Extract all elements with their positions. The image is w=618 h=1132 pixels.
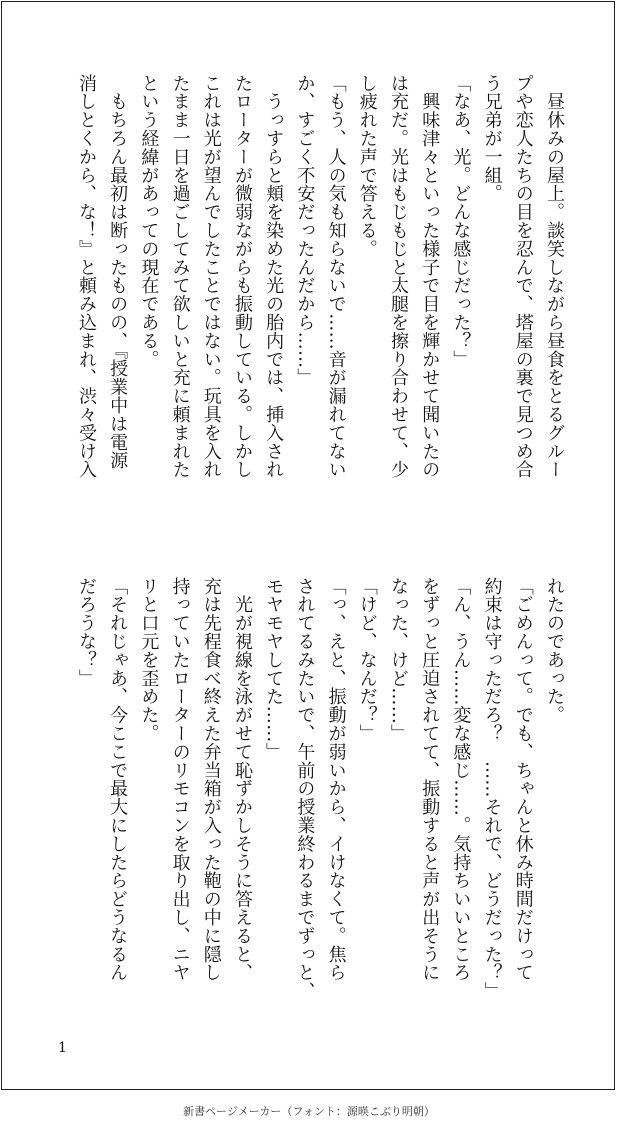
- text-line: 充は先程食べ終えた弁当箱が入った鞄の中に隠し: [200, 577, 222, 982]
- text-line: プや恋人たちの目を忍んで、塔屋の裏で見つめ合: [512, 74, 534, 479]
- footer-credit: 新書ページメーカー（フォント：源暎こぶり明朝）: [183, 1105, 435, 1118]
- page-number: 1: [58, 1040, 67, 1056]
- text-line: う兄弟が一組。: [481, 74, 503, 203]
- text-line: もちろん最初は断ったものの、『授業中は電源: [107, 74, 129, 470]
- text-line: されてるみたいで、午前の授業終わるまでずっと、: [294, 577, 316, 1001]
- text-column-top: [71, 74, 570, 534]
- text-line: 光が視線を泳がせて恥ずかしそうに答えると、: [231, 577, 253, 982]
- text-line: 「それじゃあ、今ここで最大にしたらどうなるん: [107, 577, 129, 982]
- text-line: という経緯があっての現在である。: [138, 74, 160, 369]
- text-line: は充だ。光はもじもじと太腿を擦り合わせて、少: [387, 74, 409, 479]
- text-line: たローターが微弱ながらも振動している。しかし: [231, 74, 253, 479]
- text-line: し疲れた声で答える。: [356, 74, 378, 258]
- text-line: なった、けど……」: [387, 577, 409, 743]
- text-line: 「もう、人の気も知らないで……音が漏れてない: [325, 74, 347, 479]
- text-line: 興味津々といった様子で目を輝かせて聞いたの: [419, 74, 441, 479]
- text-line: モヤモヤしてた……」: [263, 577, 285, 761]
- book-page: [1, 1, 615, 1090]
- text-column-bottom: [71, 577, 570, 1037]
- text-line: 「ん、うん……変な感じ……。気持ちいいところ: [450, 577, 472, 982]
- text-line: 約束は守っただろ？ ……それで、どうだった？」: [481, 577, 503, 1001]
- text-line: リと口元を歪めた。: [138, 577, 160, 743]
- text-line: これは光が望んでしたことではない。玩具を入れ: [200, 74, 222, 479]
- text-line: れたのであった。: [544, 577, 565, 725]
- text-line: 「けど、なんだ？」: [356, 577, 378, 743]
- text-line: 「っ、えと、振動が弱いから、イけなくて。焦ら: [325, 577, 347, 982]
- text-line: か、すごく不安だったんだから……」: [294, 74, 316, 387]
- text-line: 「なあ、光。どんな感じだった？」: [450, 74, 472, 369]
- text-line: をずっと圧迫されてて、振動すると声が出そうに: [419, 577, 441, 982]
- text-line: 昼休みの屋上。談笑しながら昼食をとるグルー: [544, 74, 565, 479]
- text-line: 「ごめんって。でも、ちゃんと休み時間だけって: [512, 577, 534, 982]
- text-line: 持っていたローターのリモコンを取り出し、ニヤ: [169, 577, 191, 982]
- text-line: だろうな？」: [75, 577, 97, 688]
- text-line: 消しとくから、な！』と頼み込まれ、渋々受け入: [75, 74, 97, 479]
- text-line: うっすらと頬を染めた光の胎内では、挿入され: [263, 74, 285, 479]
- text-line: たまま一日を過ごしてみて欲しいと充に頼まれた: [169, 74, 191, 479]
